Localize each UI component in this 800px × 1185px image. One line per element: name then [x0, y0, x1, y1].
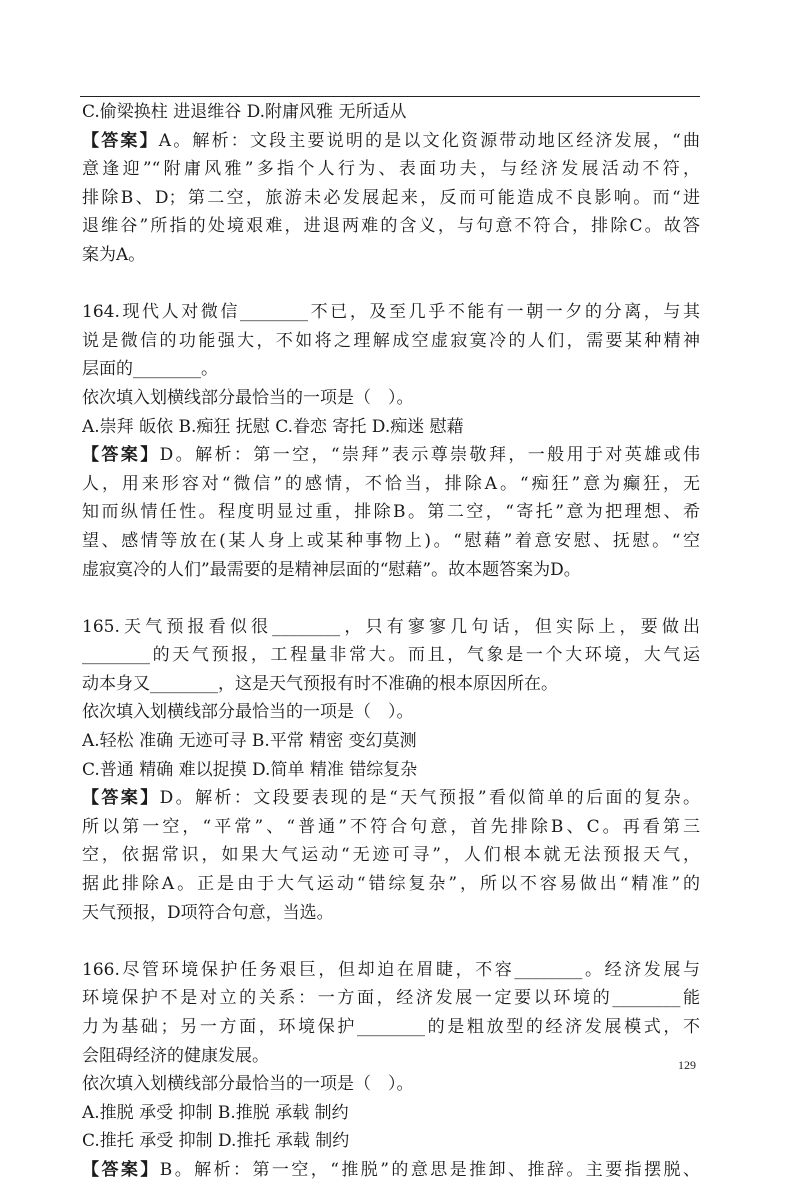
- text-line: [82, 813, 700, 842]
- text-line: [82, 298, 700, 327]
- line-text: 依次填入划横线部分最恰当的一项是（ ）。: [82, 1074, 414, 1095]
- line-text: 环境保护不是对立的关系：一方面，经济发展一定要以环境的________能: [82, 988, 700, 1009]
- line-text: 案为A。: [82, 244, 146, 265]
- line-text: D。解析：文段要表现的是“天气预报”看似简单的后面的复杂。: [159, 788, 700, 809]
- text-line: [82, 1099, 700, 1128]
- line-text: 天气预报，D项符合句意，当选。: [82, 902, 334, 923]
- line-text: 意逢迎”“附庸风雅”多指个人行为、表面功夫，与经济发展活动不符，: [82, 159, 700, 180]
- line-text: A.轻松 准确 无迹可寻 B.平常 精密 变幻莫测: [82, 731, 417, 752]
- answer-line: [82, 784, 700, 813]
- text-line: [82, 870, 700, 899]
- answer-tag: 【答案】: [82, 788, 160, 809]
- text-line: [82, 470, 700, 499]
- text-line: [82, 384, 700, 413]
- text-line: [82, 184, 700, 213]
- text-line: [82, 756, 700, 785]
- text-line: [82, 1070, 700, 1099]
- line-text: 空，依据常识，如果大气运动“无迹可寻”，人们根本就无法预报天气，: [82, 845, 700, 866]
- paragraph-gap: [82, 927, 700, 956]
- text-line: [82, 241, 700, 270]
- text-line: [82, 498, 700, 527]
- line-text: 据此排除A。正是由于大气运动“错综复杂”，所以不容易做出“精准”的: [82, 874, 700, 895]
- line-text: ________的天气预报，工程量非常大。而且，气象是一个大环境，大气运: [82, 645, 700, 666]
- line-text: B。解析：第一空，“推脱”的意思是推卸、推辞。主要指摆脱、: [159, 1159, 700, 1180]
- answer-tag: 【答案】: [82, 1159, 160, 1180]
- answer-tag: 【答案】: [82, 445, 160, 466]
- line-text: C.偷梁换柱 进退维谷 D.附庸风雅 无所适从: [82, 102, 407, 122]
- line-text: A.推脱 承受 抑制 B.推脱 承载 制约: [82, 1102, 349, 1123]
- text-line: [82, 327, 700, 356]
- text-line: [82, 899, 700, 928]
- text-line: [82, 956, 700, 985]
- line-text: 165.天气预报看似很________，只有寥寥几句话，但实际上，要做出: [82, 616, 700, 637]
- question-block-q164: [82, 298, 700, 584]
- line-text: 说是微信的功能强大，不如将之理解成空虚寂寞冷的人们，需要某种精神: [82, 330, 700, 351]
- text-line: [82, 670, 700, 699]
- line-text: A.崇拜 皈依 B.痴狂 抚慰 C.眷恋 寄托 D.痴迷 慰藉: [82, 416, 464, 437]
- text-line: [82, 1013, 700, 1042]
- text-line: [82, 355, 700, 384]
- text-line: [82, 727, 700, 756]
- line-text: 所以第一空，“平常”、“普通”不符合句意，首先排除B、C。再看第三: [82, 816, 700, 837]
- paragraph-gap: [82, 270, 700, 299]
- line-text: 知而纵情任性。程度明显过重，排除B。第二空，“寄托”意为把理想、希: [82, 502, 700, 523]
- line-text: 164.现代人对微信________不已，及至几乎不能有一朝一夕的分离，与其: [82, 302, 700, 323]
- line-text: C.推托 承受 抑制 D.推托 承载 制约: [82, 1131, 350, 1152]
- text-line: [82, 98, 700, 127]
- line-text: 动本身又________，这是天气预报有时不准确的根本原因所在。: [82, 673, 558, 694]
- answer-line: [82, 441, 700, 470]
- text-line: [82, 641, 700, 670]
- line-text: 层面的________。: [82, 359, 218, 380]
- text-line: [82, 413, 700, 442]
- line-text: C.普通 精确 难以捉摸 D.简单 精准 错综复杂: [82, 759, 418, 780]
- paragraph-gap: [82, 584, 700, 613]
- text-line: [82, 698, 700, 727]
- question-block-q163-tail: [82, 98, 700, 270]
- text-line: [82, 1042, 700, 1071]
- line-text: D。解析：第一空，“崇拜”表示尊崇敬拜，一般用于对英雄或伟: [159, 445, 700, 466]
- text-line: [82, 841, 700, 870]
- document-body: [82, 98, 700, 1185]
- line-text: 依次填入划横线部分最恰当的一项是（ ）。: [82, 702, 414, 723]
- line-text: 退维谷”所指的处境艰难，进退两难的含义，与句意不符合，排除C。故答: [82, 216, 700, 237]
- line-text: A。解析：文段主要说明的是以文化资源带动地区经济发展，“曲: [158, 130, 700, 151]
- line-text: 人，用来形容对“微信”的感情，不恰当，排除A。“痴狂”意为癫狂，无: [82, 473, 700, 494]
- line-text: 虚寂寞冷的人们”最需要的是精神层面的“慰藉”。故本题答案为D。: [82, 559, 581, 580]
- answer-tag: 【答案】: [82, 130, 159, 151]
- line-text: 力为基础；另一方面，环境保护________的是粗放型的经济发展模式，不: [82, 1017, 700, 1037]
- text-line: [82, 613, 700, 642]
- line-text: 依次填入划横线部分最恰当的一项是（ ）。: [82, 387, 414, 408]
- answer-line: [82, 127, 700, 156]
- question-block-q165: [82, 613, 700, 928]
- page-number: 129: [678, 1058, 696, 1072]
- line-text: 排除B、D；第二空，旅游未必发展起来，反而可能造成不良影响。而“进: [82, 187, 700, 208]
- text-line: [82, 1127, 700, 1156]
- text-line: [82, 527, 700, 556]
- text-line: [82, 212, 700, 241]
- line-text: 会阻碍经济的健康发展。: [82, 1045, 269, 1066]
- text-line: [82, 984, 700, 1013]
- line-text: 望、感情等放在(某人身上或某种事物上)。“慰藉”着意安慰、抚慰。“空: [82, 530, 700, 551]
- header-rule: [80, 96, 700, 97]
- text-line: [82, 155, 700, 184]
- text-line: [82, 556, 700, 585]
- question-block-q166: [82, 956, 700, 1185]
- line-text: 166.尽管环境保护任务艰巨，但却迫在眉睫，不容________。经济发展与: [82, 959, 700, 980]
- answer-line: [82, 1156, 700, 1185]
